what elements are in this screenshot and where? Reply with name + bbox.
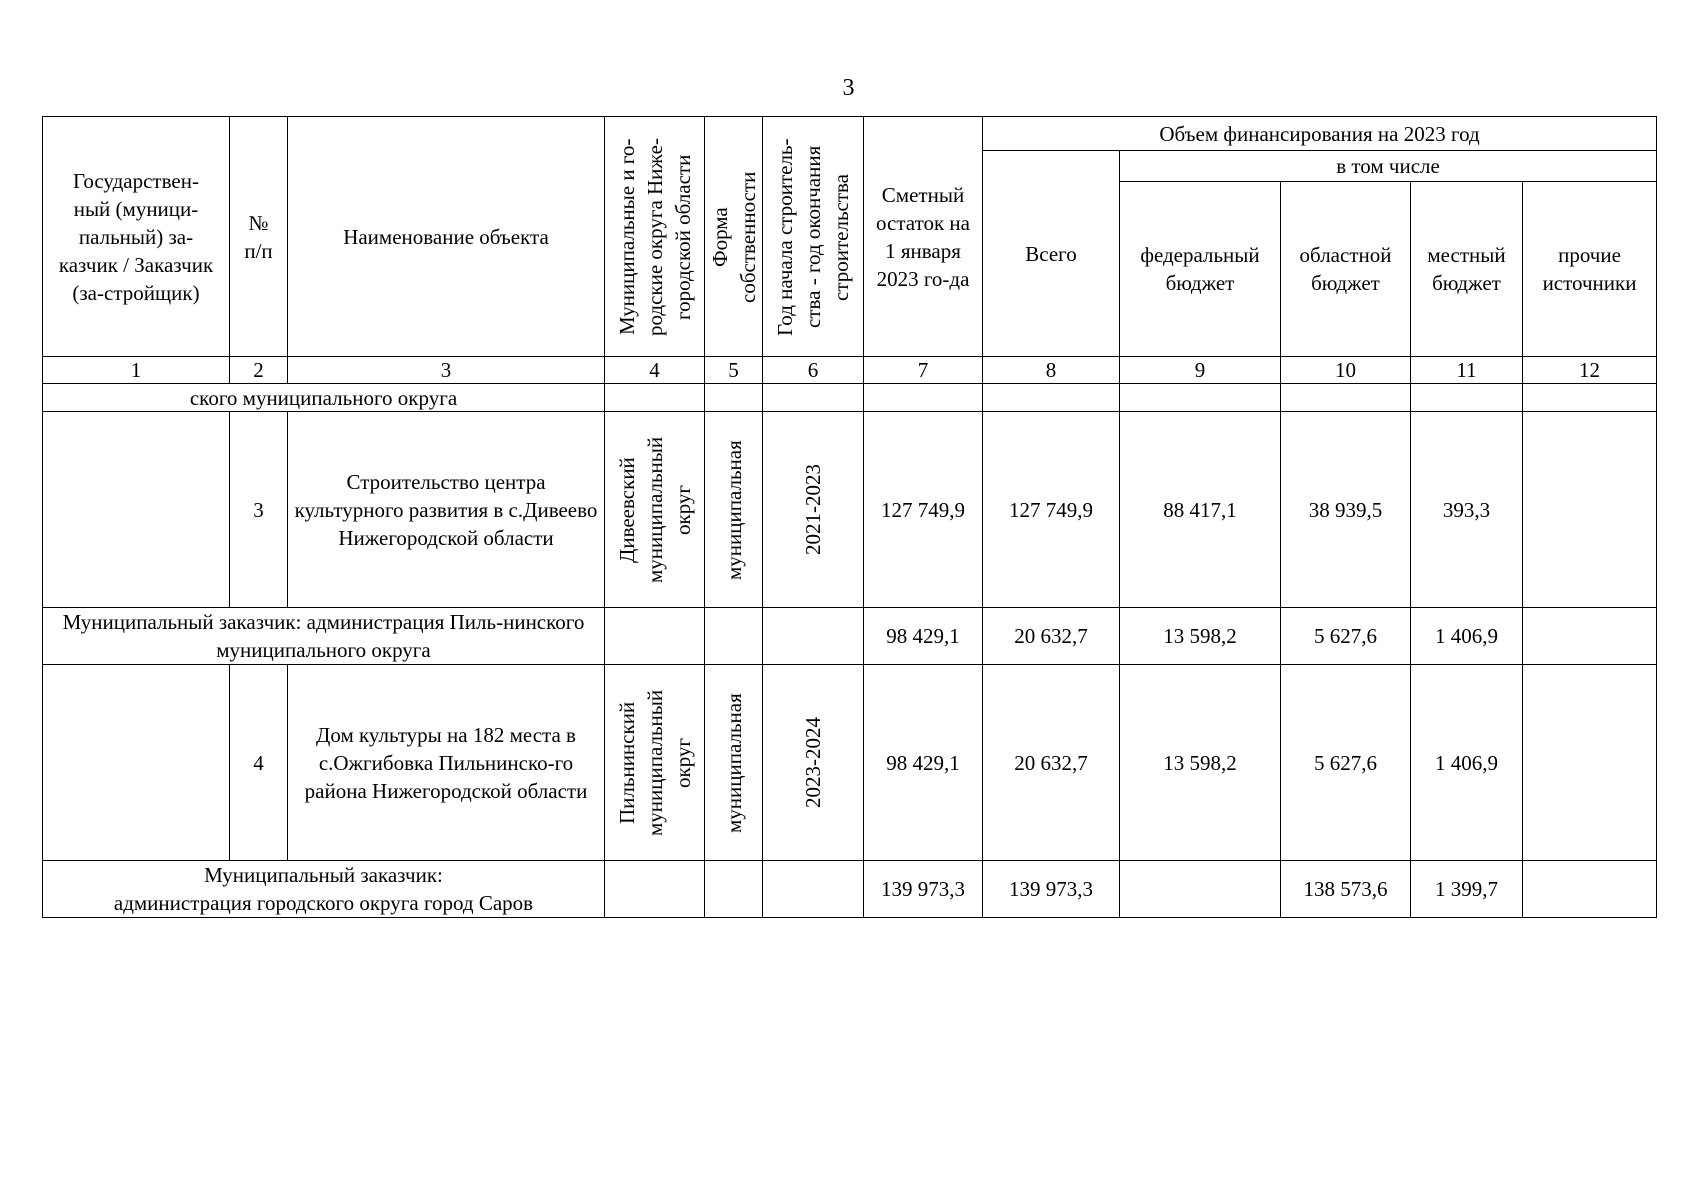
row-number: 4 [230,665,288,861]
regional-value: 38 939,5 [1281,412,1411,608]
header-regional-text: областной бюджет [1299,243,1392,295]
column-number: 7 [864,357,983,384]
group-regional-value: 138 573,6 [1281,861,1411,918]
remainder-value: 127 749,9 [864,412,983,608]
group-remainder-value: 98 429,1 [864,608,983,665]
header-other [1523,182,1657,357]
header-local-text: местный бюджет [1427,243,1506,295]
header-including [1120,151,1657,182]
continuation-row [43,384,1657,412]
object-name: Дом культуры на 182 места в с.Ожгибовка Пильнинско-го района Нижегородской области [288,665,605,861]
object-name: Строительство центра культурного развития в с.Дивеево Нижегородской области [288,412,605,608]
column-number: 9 [1120,357,1281,384]
federal-value: 88 417,1 [1120,412,1281,608]
years-cell [763,665,864,861]
header-object-name-text: Наименование объекта [343,224,549,249]
local-value: 1 406,9 [1411,665,1523,861]
header-customer [43,117,230,357]
group-subtotal-row [43,608,1657,665]
header-districts [605,117,705,357]
column-number: 3 [288,357,605,384]
regional-value: 5 627,6 [1281,665,1411,861]
header-funding-group [983,117,1657,151]
continuation-label: ского муниципального округа [43,384,605,412]
financing-table [42,116,1657,918]
years-text: 2023-2024 [801,717,825,808]
column-number: 11 [1411,357,1523,384]
ownership-cell [705,665,763,861]
group-remainder-value: 139 973,3 [864,861,983,918]
header-remainder [864,117,983,357]
header-remainder-text: Сметный остаток на 1 января 2023 го-да [876,182,970,291]
group-total-value: 20 632,7 [983,608,1120,665]
group-subtotal-row [43,861,1657,918]
district-cell [605,412,705,608]
header-federal [1120,182,1281,357]
header-customer-text: Государствен-ный (муници-пальный) за-казчик / Заказчик (за-стройщик) [58,168,214,305]
column-number: 8 [983,357,1120,384]
table-row [43,412,1657,608]
row-number: 3 [230,412,288,608]
remainder-value: 98 429,1 [864,665,983,861]
header-number [230,117,288,357]
header-local [1411,182,1523,357]
group-federal-value: 13 598,2 [1120,608,1281,665]
header-number-text: № п/п [244,210,273,263]
header-row-1 [43,117,1657,151]
header-object-name [288,117,605,357]
header-total [983,151,1120,357]
years-cell [763,412,864,608]
ownership-cell [705,412,763,608]
group-federal-value [1120,861,1281,918]
column-number: 6 [763,357,864,384]
group-label-line: Муниципальный заказчик: [204,863,443,887]
header-ownership [705,117,763,357]
column-numbers-row [43,357,1657,384]
header-including-text: в том числе [1336,154,1440,178]
page-number: 3 [842,75,855,101]
group-regional-value: 5 627,6 [1281,608,1411,665]
group-other-value [1523,608,1657,665]
column-number: 5 [705,357,763,384]
ownership-text: муниципальная [721,439,746,580]
federal-value: 13 598,2 [1120,665,1281,861]
group-label-line: администрация городского округа город Саров [113,891,534,915]
header-other-text: прочие источники [1542,243,1637,295]
header-years [763,117,864,357]
local-value: 393,3 [1411,412,1523,608]
header-districts-text: Муниципальные и го-родские округа Ниже-городской области [614,137,695,336]
column-number: 1 [43,357,230,384]
header-federal-text: федеральный бюджет [1140,243,1260,295]
column-number: 10 [1281,357,1411,384]
group-local-value: 1 406,9 [1411,608,1523,665]
group-local-value: 1 399,7 [1411,861,1523,918]
column-number: 2 [230,357,288,384]
column-number: 4 [605,357,705,384]
district-text: Пильнинский муниципальный округ [614,689,695,836]
years-text: 2021-2023 [801,464,825,555]
other-value [1523,412,1657,608]
district-text: Дивеевский муниципальный округ [614,436,695,583]
total-value: 20 632,7 [983,665,1120,861]
header-funding-group-text: Объем финансирования на 2023 год [1159,121,1480,146]
column-number: 12 [1523,357,1657,384]
group-label [43,861,605,918]
group-total-value: 139 973,3 [983,861,1120,918]
other-value [1523,665,1657,861]
group-other-value [1523,861,1657,918]
table-row [43,665,1657,861]
header-ownership-text: Форма собственности [707,170,760,303]
header-years-text: Год начала строитель-ства - год окончания строительства [773,137,853,336]
district-cell [605,665,705,861]
total-value: 127 749,9 [983,412,1120,608]
group-label: Муниципальный заказчик: администрация Пиль-нинского муниципального округа [43,608,605,665]
ownership-text: муниципальная [721,692,746,833]
header-regional [1281,182,1411,357]
header-total-text: Всего [1025,241,1077,266]
